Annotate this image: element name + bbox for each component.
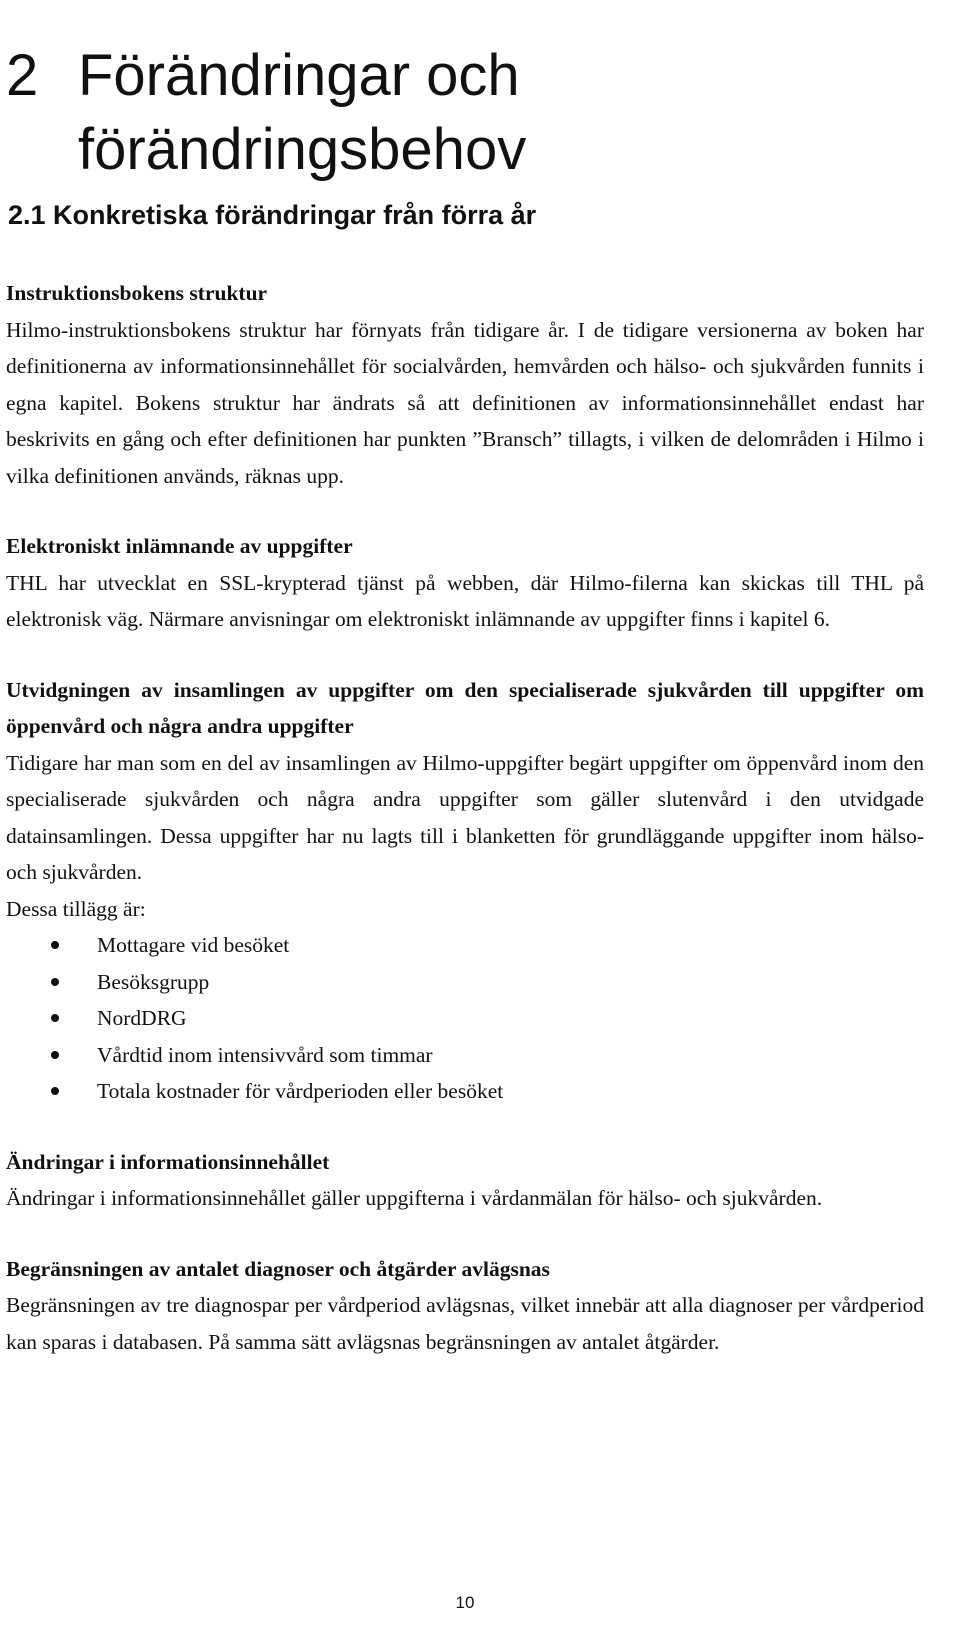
section-heading: 2.1 Konkretiska förändringar från förra år xyxy=(8,200,537,230)
subsection-heading: Elektroniskt inlämnande av uppgifter xyxy=(6,534,353,558)
subsection-heading: Utvidgningen av insamlingen av uppgifter om den specialiserade sjukvården till uppgifter om öppenvård och några andra uppgifter xyxy=(6,677,924,738)
bullet-icon xyxy=(51,1014,59,1022)
chapter-title-line2: förändringsbehov xyxy=(78,116,527,182)
chapter-number: 2 xyxy=(6,42,39,108)
chapter-heading xyxy=(6,39,946,187)
paragraph: Begränsningen av tre diagnospar per vårdperiod avlägsnas, vilket innebär att alla diagnoser per vårdperiod kan sparas i databasen. På samma sätt avlägsnas begränsningen av antalet åtgärder. xyxy=(6,1293,924,1354)
paragraph: Ändringar i informationsinnehållet gäller uppgifterna i vårdanmälan för hälso- och sjukvården. xyxy=(6,1186,823,1210)
paragraph: THL har utvecklat en SSL-krypterad tjänst på webben, där Hilmo-filerna kan skickas till THL på elektronisk väg. Närmare anvisningar om elektroniskt inlämnande av uppgifter finns i kapitel 6. xyxy=(6,570,924,631)
paragraph: Tidigare har man som en del av insamlingen av Hilmo-uppgifter begärt uppgifter om öppenvård inom den specialiserade sjukvården och några andra uppgifter som gäller slutenvård i den utvidgade datainsamlingen. Dessa uppgifter har nu lagts till i blanketten för grundläggande uppgifter inom hälso- och sjukvården. xyxy=(6,750,924,884)
chapter-title-line1: Förändringar och xyxy=(78,42,520,108)
subsection-heading: Ändringar i informationsinnehållet xyxy=(6,1149,330,1174)
bullet-icon xyxy=(51,1087,59,1095)
bullet-list xyxy=(6,927,924,1110)
list-item-text: Mottagare vid besöket xyxy=(97,933,290,957)
list-item-text: Totala kostnader för vårdperioden eller besöket xyxy=(97,1079,504,1103)
page-number: 10 xyxy=(455,1593,475,1612)
list-item xyxy=(6,1037,924,1074)
paragraph: Dessa tillägg är: xyxy=(6,896,146,921)
section-body xyxy=(6,275,924,1394)
list-item xyxy=(6,1073,924,1110)
list-item xyxy=(6,927,924,964)
subsection-heading: Instruktionsbokens struktur xyxy=(6,281,268,305)
bullet-icon xyxy=(51,941,59,949)
subsection-content-changes xyxy=(6,1144,924,1217)
paragraph: Hilmo-instruktionsbokens struktur har förnyats från tidigare år. I de tidigare versionerna av boken har definitionerna av informationsinnehållet för socialvården, hemvården och hälso- och sjukvården funnits i egna kapitel. Bokens struktur har ändrats så att definitionen av informationsinnehållet endast har beskrivits en gång och efter definitionen har punkten ”Bransch” tillagts, i vilken de delområden i Hilmo i vilka definitionen används, räknas upp. xyxy=(6,317,924,488)
bullet-icon xyxy=(51,1051,59,1059)
subsection-data-collection-extension xyxy=(6,672,924,1110)
subsection-heading: Begränsningen av antalet diagnoser och åtgärder avlägsnas xyxy=(6,1256,550,1281)
subsection-diagnosis-limit xyxy=(6,1251,924,1361)
bullet-icon xyxy=(51,978,59,986)
list-item xyxy=(6,964,924,1001)
list-item-text: Vårdtid inom intensivvård som timmar xyxy=(97,1042,433,1067)
list-item-text: Besöksgrupp xyxy=(97,969,210,994)
subsection-structure xyxy=(6,275,924,494)
list-item xyxy=(6,1000,924,1037)
list-item-text: NordDRG xyxy=(97,1006,187,1030)
subsection-electronic-submission xyxy=(6,528,924,638)
